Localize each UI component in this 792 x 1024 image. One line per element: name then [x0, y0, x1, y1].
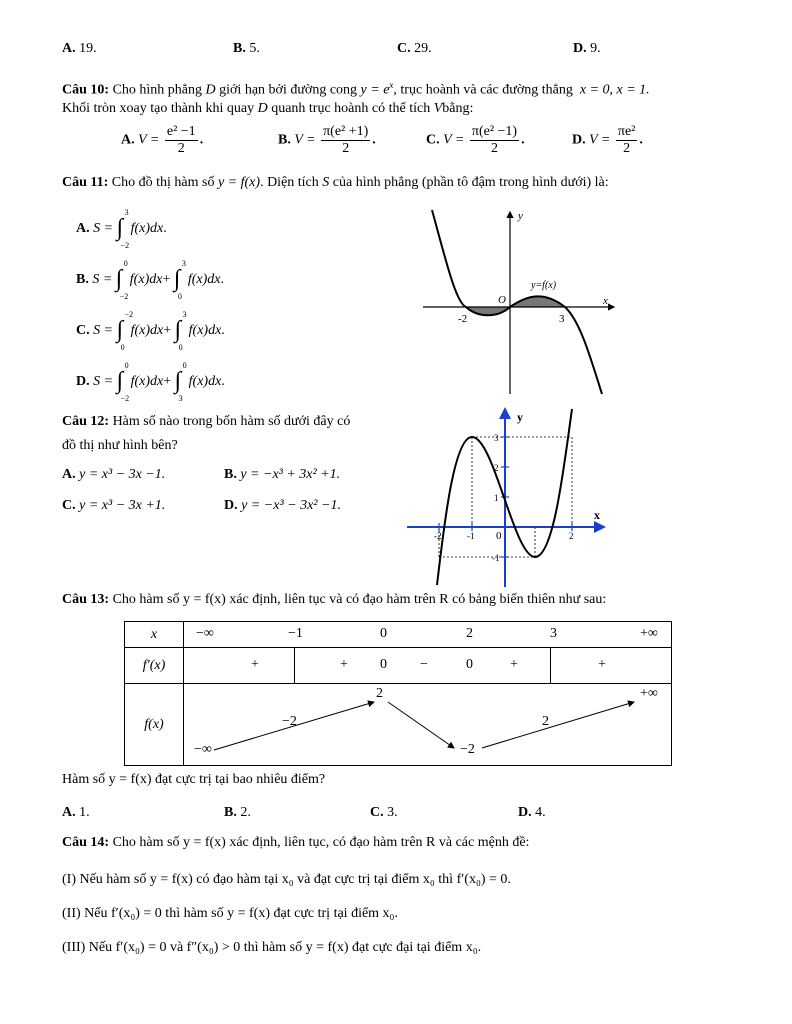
q12-x-tick-m2: -2	[434, 531, 442, 541]
q12-y-tick-3: 3	[494, 433, 499, 443]
x-m1: −1	[288, 626, 303, 641]
fp-zero-2: 0	[466, 657, 473, 672]
f-arrows	[184, 684, 672, 766]
x-0: 0	[380, 626, 387, 641]
x-2: 2	[466, 626, 473, 641]
q10-option-a: A. V = $\frac{\text{e² −1}}{2}$ .	[121, 124, 204, 156]
q12-stem-2: đồ thị như hình bên?	[62, 438, 178, 453]
f-2-b: 2	[542, 714, 549, 729]
q12-y-tick-m1: -1	[492, 553, 500, 563]
q11-graph	[418, 206, 623, 396]
table-fp-head: f′(x)	[125, 648, 184, 684]
q10-option-b: B. V = $\frac{\text{π(e² +1)}}{2}$ .	[278, 124, 376, 156]
q11-option-b: B. S = 0 ∫ −2 f(x)dx+ 3 ∫ 0 f(x)dx.	[76, 259, 225, 301]
q12-y-label: y	[517, 410, 523, 424]
q14-stem: Câu 14: Cho hàm số y = f(x) xác định, liên tục, có đạo hàm trên R và các mệnh đề:	[62, 835, 530, 850]
q11-stem: Câu 11: Cho đồ thị hàm số y = f(x). Diện tích S của hình phẳng (phần tô đậm trong hình dưới) là:	[62, 175, 609, 190]
q12-option-b: B. y = −x³ + 3x² +1.	[224, 467, 341, 482]
q11-option-d: D. S = 0 ∫ −2 f(x)dx+ 0 ∫ 3 f(x)dx.	[76, 361, 225, 403]
q11-option-a: A. S = 3 ∫ −2 f(x)dx.	[76, 208, 167, 250]
q10-option-d: D. V = $\frac{\text{πe²}}{2}$ .	[572, 124, 643, 156]
f-pos-inf: +∞	[640, 686, 658, 701]
q11-x-label: x	[603, 295, 608, 307]
x-neg-inf: −∞	[196, 626, 214, 641]
q11-tick-neg: -2	[458, 313, 468, 325]
fp-sign-1: +	[251, 657, 259, 672]
q12-origin: 0	[496, 530, 502, 542]
q12-x-label: x	[594, 508, 600, 522]
q12-option-d: D. y = −x³ − 3x² −1.	[224, 498, 341, 513]
q10-line2: Khối tròn xoay tạo thành khi quay D quanh trục hoành có thể tích Vbằng:	[62, 101, 474, 116]
q14-statement-2: (II) Nếu f′(x₀) = 0 thì hàm số y = f(x) đạt cực trị tại điểm x₀.	[62, 906, 398, 921]
q12-option-a: A. y = x³ − 3x −1.	[62, 467, 166, 482]
q12-stem-1: Câu 12: Hàm số nào trong bốn hàm số dưới đây có	[62, 414, 351, 429]
f-neg-inf: −∞	[194, 742, 212, 757]
q12-y-tick-1: 1	[494, 493, 499, 503]
q13-stem: Câu 13: Cho hàm số y = f(x) xác định, liên tục và có đạo hàm trên R có bảng biến thiên như sau:	[62, 592, 607, 607]
f-arrow-down	[388, 702, 454, 748]
prev-option-a: A. 19.	[62, 41, 97, 56]
q13-option-d: D. 4.	[518, 805, 546, 820]
q11-option-c: C. S = −2 ∫ 0 f(x)dx+ 3 ∫ 0 f(x)dx.	[76, 310, 225, 352]
prev-option-d: D. 9.	[573, 41, 601, 56]
q13-option-b: B. 2.	[224, 805, 251, 820]
fp-sign-3: −	[420, 657, 428, 672]
prev-option-b: B. 5.	[233, 41, 260, 56]
f-2-a: 2	[376, 686, 383, 701]
q10-option-c: C. V = $\frac{\text{π(e² −1)}}{2}$ .	[426, 124, 525, 156]
q11-y-label: y	[518, 210, 523, 222]
table-x-head: x	[125, 622, 184, 648]
q14-statement-1: (I) Nếu hàm số y = f(x) có đạo hàm tại x₀ và đạt cực trị tại điểm x₀ thì f′(x₀) = 0.	[62, 872, 511, 887]
f-arrow-up-2	[482, 702, 634, 748]
q13-option-a: A. 1.	[62, 805, 90, 820]
variation-table	[124, 621, 672, 766]
q12-option-c: C. y = x³ − 3x +1.	[62, 498, 166, 513]
q13-question: Hàm số y = f(x) đạt cực trị tại bao nhiêu điểm?	[62, 772, 326, 787]
f-m2-a: −2	[282, 714, 297, 729]
x-pos-inf: +∞	[640, 626, 658, 641]
q11-curve	[432, 210, 602, 394]
x-3: 3	[550, 626, 557, 641]
q12-graph	[404, 405, 609, 588]
q12-y-tick-2: 2	[494, 463, 499, 473]
q11-curve-label: y=f(x)	[531, 280, 557, 291]
q11-origin: O	[498, 294, 506, 306]
fp-sign-2: +	[340, 657, 348, 672]
q12-x-tick-2: 2	[569, 531, 574, 541]
fp-divider-1	[294, 648, 295, 684]
q10-line1: Câu 10: Cho hình phẳng D giới hạn bởi đường cong $y = e^x$, trục hoành và các đường thẳng x = 0, x = 1.	[62, 80, 650, 98]
table-f-head: f(x)	[125, 684, 184, 766]
q11-tick-pos: 3	[559, 313, 565, 325]
q12-x-tick-m1: -1	[467, 531, 475, 541]
fp-sign-5: +	[598, 657, 606, 672]
prev-option-c: C. 29.	[397, 41, 432, 56]
fp-sign-4: +	[510, 657, 518, 672]
fp-zero-1: 0	[380, 657, 387, 672]
q13-option-c: C. 3.	[370, 805, 398, 820]
fp-divider-2	[550, 648, 551, 684]
f-m2-b: −2	[460, 742, 475, 757]
q14-statement-3: (III) Nếu f′(x₀) = 0 và f″(x₀) > 0 thì hàm số y = f(x) đạt cực đại tại điểm x₀.	[62, 940, 482, 955]
